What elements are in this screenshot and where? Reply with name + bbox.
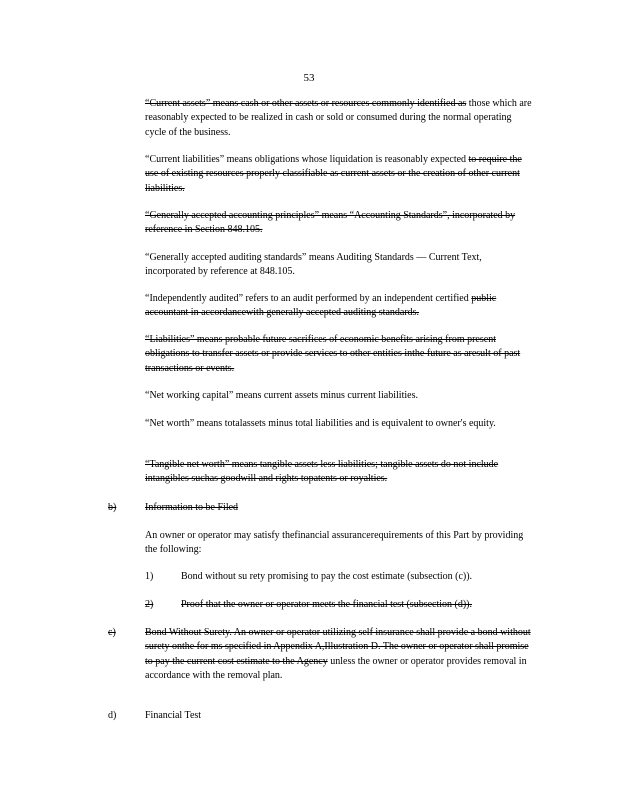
deleted-text: to require the use of existing resources properly classifiable as current assets or the creation of other current liabilities. xyxy=(145,154,522,194)
definition-current-liabilities xyxy=(145,153,533,196)
definition-text: “Current liabilities” means obligations whose liquidation is reasonably expected xyxy=(145,154,467,165)
definition-text: those which are reasonably expected to be realized in cash or sold or consumed during the normal operating cycle of the business. xyxy=(145,98,532,138)
definition-text-cont: auditing standards” means Auditing Standards — Current Text, incorporated by reference at 848.105. xyxy=(145,252,482,278)
section-b-intro: An owner or operator may satisfy thefinancial assurancerequirements of this Part by providing the following: xyxy=(145,530,524,556)
item-1-text: Bond without su rety promising to pay the cost estimate (subsection (c)). xyxy=(181,571,473,582)
section-b-label: b) xyxy=(108,502,117,513)
definition-tangible-net-worth: “Tangible net worth” means tangible assets less liabilities; tangible assets do not include intangibles suchas goodwill and rights topatents or royalties. xyxy=(145,459,499,485)
definition-current-assets xyxy=(145,97,533,140)
section-c-text-cont: unless the owner or operator provides removal in accordance with the removal plan. xyxy=(145,655,527,682)
section-d-label: d) xyxy=(108,710,117,721)
definition-text: “Generally accepted xyxy=(145,252,227,263)
definition-independently-audited xyxy=(145,292,533,321)
item-2-number: 2) xyxy=(145,599,154,610)
deleted-text: public accountant in accordancewith generally accepted auditing standards. xyxy=(145,293,497,319)
definition-net-working-capital: “Net working capital” means current assets minus current liabilities. xyxy=(145,390,418,401)
section-b-heading: Information to be Filed xyxy=(145,502,239,513)
section-d-heading: Financial Test xyxy=(145,710,202,721)
definition-net-worth: “Net worth” means totalassets minus total liabilities and is equivalent to owner's equity. xyxy=(145,418,496,429)
section-c-text xyxy=(145,626,533,684)
definition-text: “Independently audited” refers to an audit performed by an independent certified xyxy=(145,293,469,304)
section-c-label: c) xyxy=(108,627,116,638)
deleted-text: “Current assets” means cash or other assets or resources commonly identified as xyxy=(145,98,467,109)
definition-liabilities: “Liabilities” means probable future sacrifices of economic benefits arising from present obligations to transfer assets or provide services to other entities inthe future as aresult of past transactions or events. xyxy=(145,334,521,374)
page-number: 53 xyxy=(303,72,315,84)
definition-gaap: “Generally accepted accounting principles” means “Accounting Standards”, incorporated by reference in Section 848.105. xyxy=(145,210,516,236)
definition-gaas xyxy=(145,251,533,280)
deleted-text: Bond Without Surety. An owner or operator utilizing self insurance shall provide a bond without surety onthe for ms specified in Appendix A,Illustration D. The owner or operator shall promise to pay the current cost estimate to the Agency xyxy=(145,627,531,667)
item-2-text: Proof that the owner or operator meets the financial test (subsection (d)). xyxy=(181,599,473,610)
item-1-number: 1) xyxy=(145,571,154,582)
